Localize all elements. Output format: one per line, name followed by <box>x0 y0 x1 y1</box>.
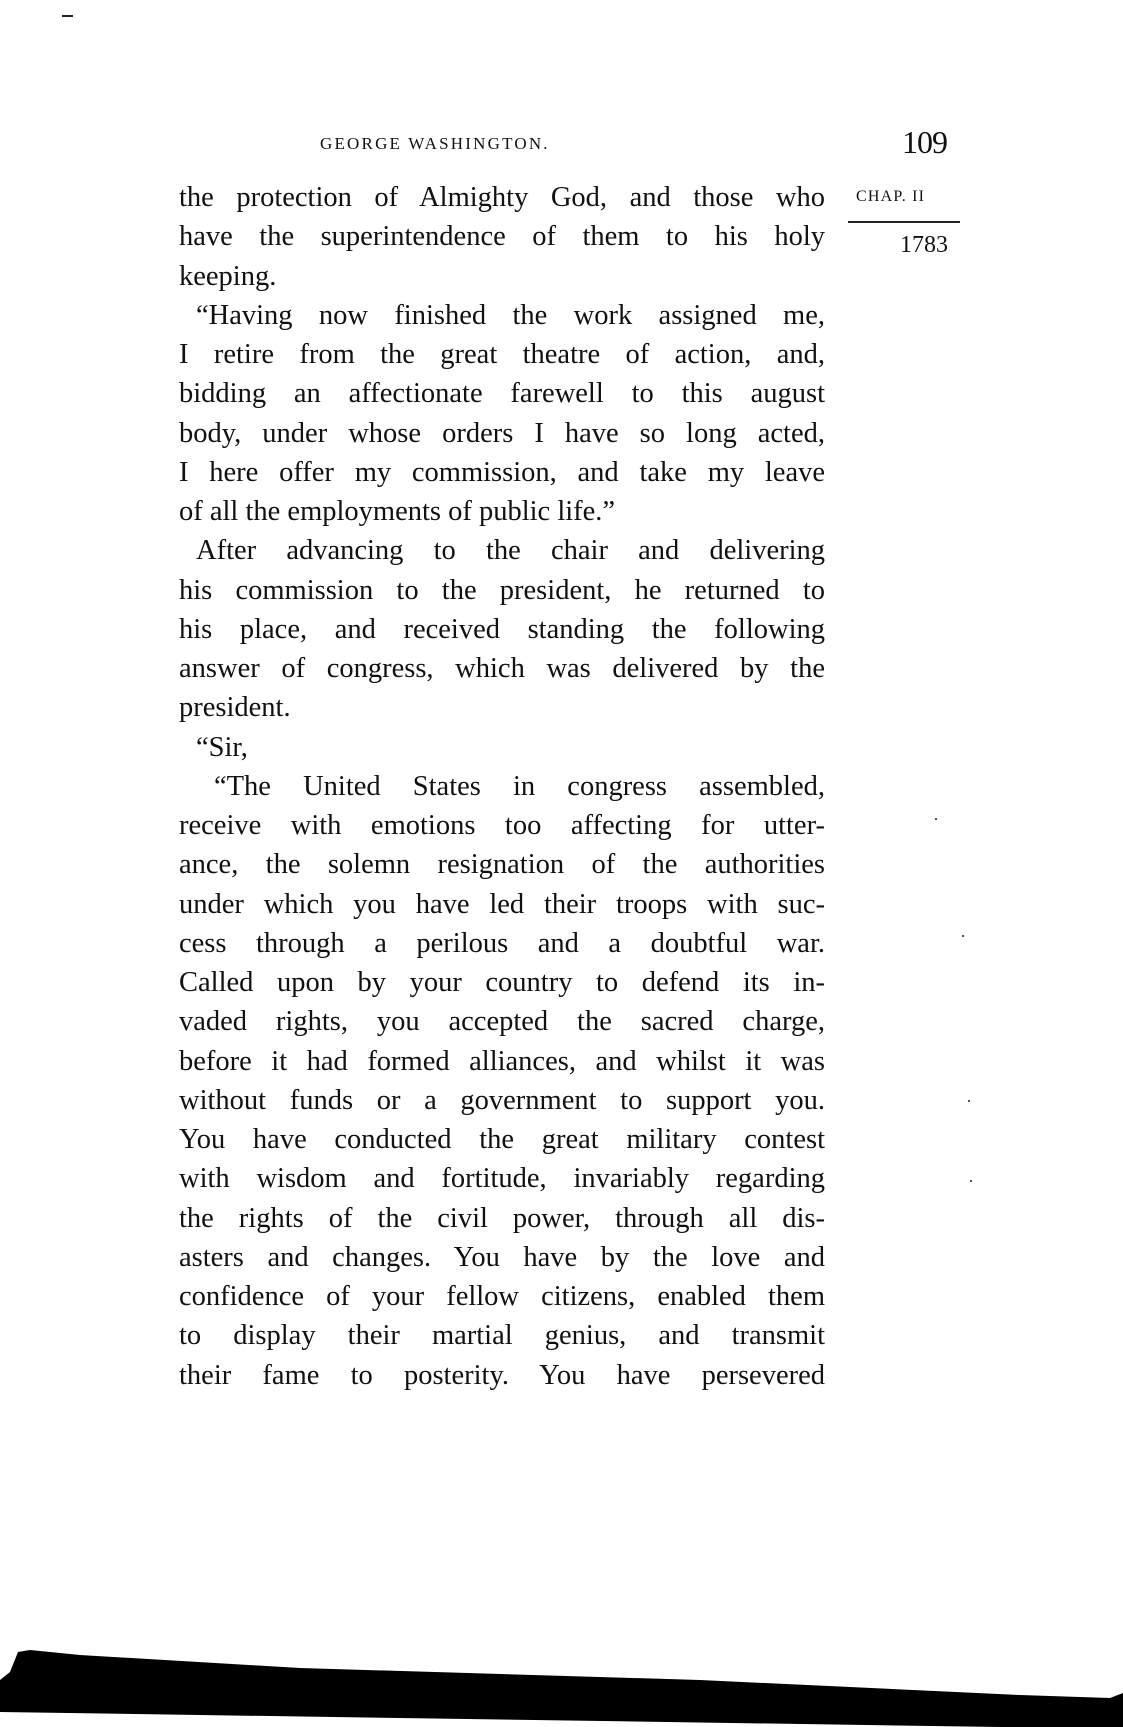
text-line: “The United States in congress assembled, <box>214 770 825 802</box>
margin-year: 1783 <box>900 232 948 258</box>
text-line: with wisdom and fortitude, invariably regarding <box>179 1163 825 1195</box>
text-line: After advancing to the chair and delivering <box>196 535 825 567</box>
text-line: the rights of the civil power, through all dis- <box>179 1202 825 1234</box>
text-line: before it had formed alliances, and whilst it was <box>179 1045 825 1077</box>
text-line: “Sir, <box>196 731 248 763</box>
running-head: GEORGE WASHINGTON. <box>320 134 550 153</box>
text-line: to display their martial genius, and transmit <box>179 1320 825 1352</box>
text-line: body, under whose orders I have so long acted, <box>179 417 825 449</box>
text-line: answer of congress, which was delivered by the <box>179 653 825 684</box>
text-line: his commission to the president, he returned to <box>179 574 825 606</box>
text-line: president. <box>179 692 291 724</box>
text-line: vaded rights, you accepted the sacred charge, <box>179 1006 825 1038</box>
text-line: I retire from the great theatre of action, and, <box>179 339 825 370</box>
text-line: bidding an affectionate farewell to this august <box>179 378 825 410</box>
text-line: under which you have led their troops with suc- <box>179 888 825 920</box>
page-number: 109 <box>902 124 947 160</box>
text-line: You have conducted the great military contest <box>179 1124 825 1155</box>
text-line: “Having now finished the work assigned me, <box>196 299 825 331</box>
margin-chapter: CHAP. II <box>856 188 926 205</box>
text-line: keeping. <box>179 260 277 292</box>
text-line: without funds or a government to support you. <box>179 1084 825 1116</box>
text-line: confidence of your fellow citizens, enabled them <box>179 1281 825 1312</box>
text-line: asters and changes. You have by the love and <box>179 1241 825 1273</box>
text-line: ance, the solemn resignation of the authorities <box>179 849 825 881</box>
text-line: have the superintendence of them to his holy <box>179 221 825 253</box>
text-line: receive with emotions too affecting for utter- <box>179 810 825 841</box>
text-line: cess through a perilous and a doubtful war. <box>179 927 825 959</box>
text-line: I here offer my commission, and take my leave <box>179 456 825 488</box>
text-line: Called upon by your country to defend its in- <box>179 967 825 998</box>
text-line: their fame to posterity. You have persevered <box>179 1359 825 1391</box>
text-line: of all the employments of public life.” <box>179 496 616 527</box>
text-line: his place, and received standing the following <box>179 613 825 645</box>
text-line: the protection of Almighty God, and those who <box>179 182 825 213</box>
